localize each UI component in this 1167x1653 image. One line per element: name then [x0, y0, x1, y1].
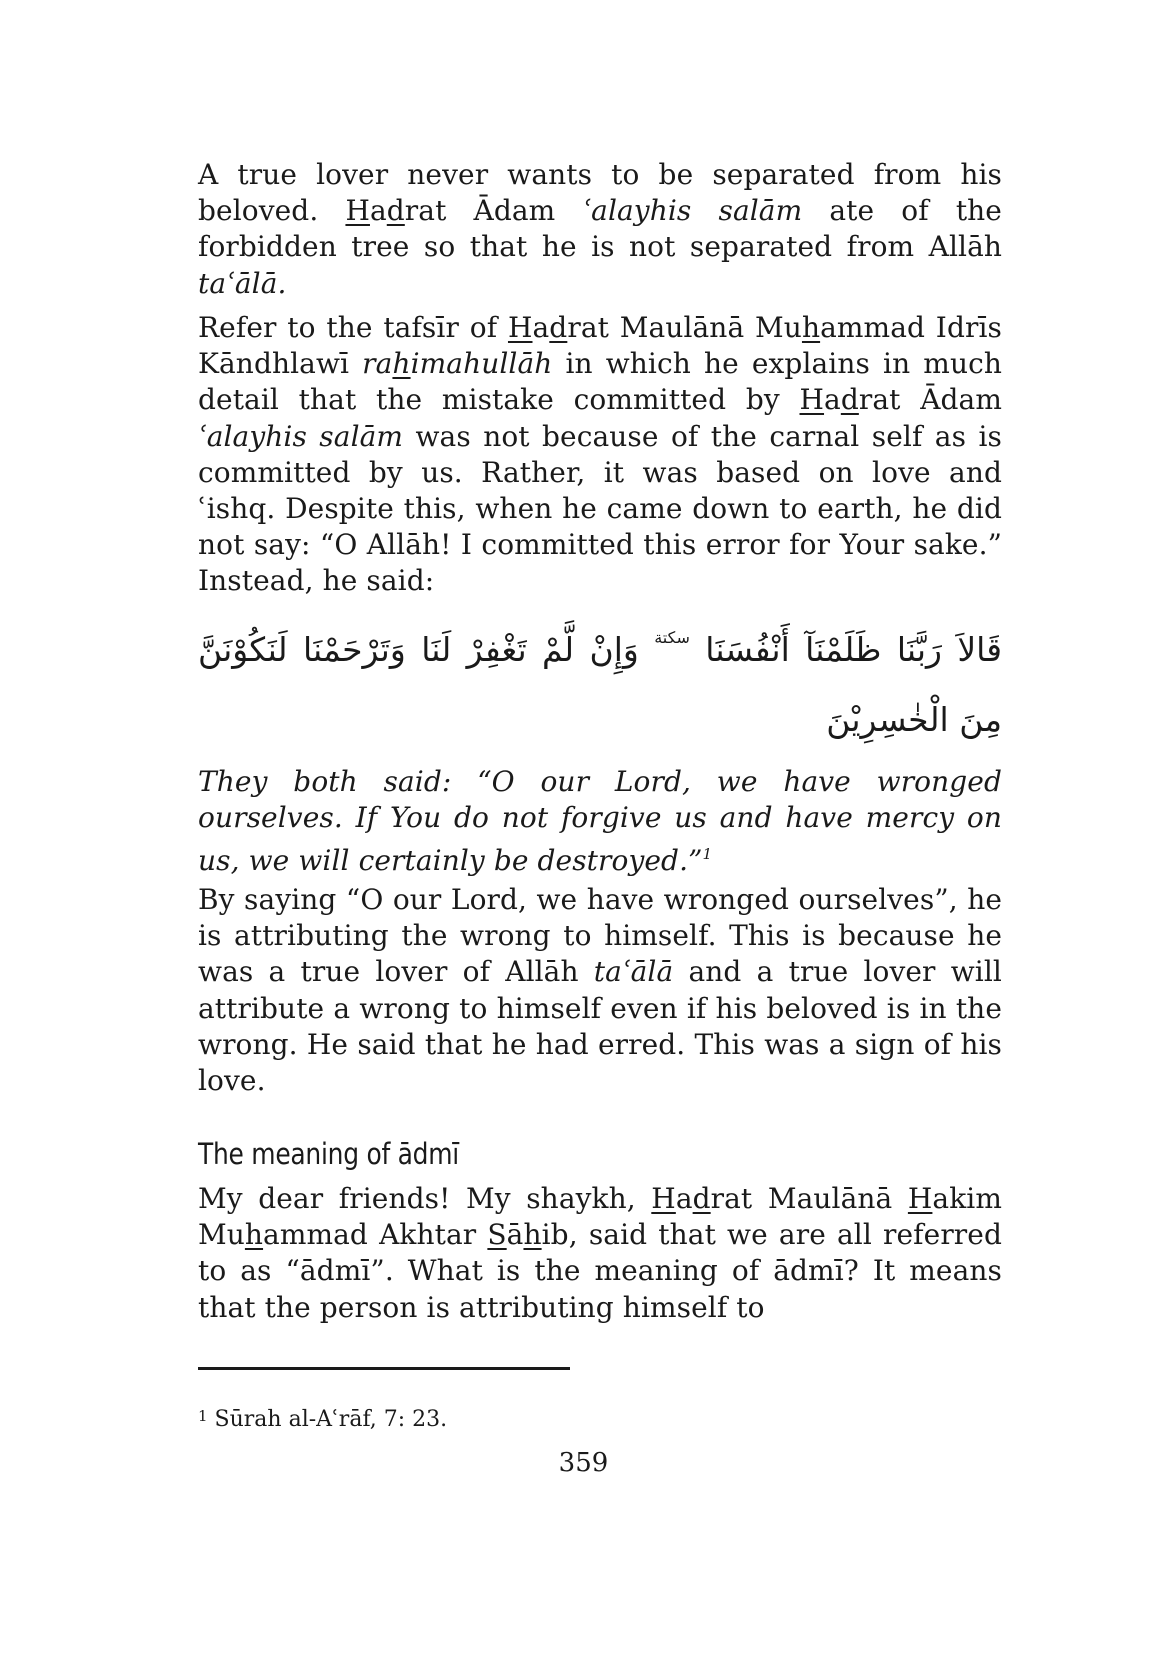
- paragraph-4: [198, 1181, 1002, 1326]
- text-run: h: [244, 1218, 264, 1252]
- text-run: a: [532, 311, 550, 344]
- text-run: H: [907, 1182, 933, 1215]
- text-run: H: [799, 383, 825, 417]
- text-run: Refer to the tafsīr of: [198, 311, 508, 344]
- italic-run: ʿalayhis salām: [582, 194, 803, 228]
- arabic-text: قَالاَ رَبَّنَا ظَلَمْنَآ أَنْفُسَنَا: [705, 630, 1003, 669]
- text-run: Maulānā Mu: [608, 311, 802, 344]
- italic-run: h: [392, 347, 411, 381]
- text-run: rat: [858, 383, 901, 417]
- paragraph-3: [198, 882, 1002, 1099]
- page-number: 359: [558, 1448, 609, 1478]
- text-run: a: [824, 383, 841, 417]
- text-run: d: [386, 194, 405, 228]
- text-run: Ādam: [446, 194, 583, 228]
- footnote-text: Sūrah al-Aʿrāf, 7: 23.: [207, 1407, 448, 1432]
- text-run: A true lover never wants to be separated from his beloved.: [198, 158, 1002, 228]
- text-run: ammad Idrīs Kāndhlawī: [198, 311, 1002, 381]
- text-run: a: [675, 1182, 693, 1215]
- pause-mark: سكتة: [654, 628, 690, 647]
- text-run: in which he explains in much detail that the mistake committed by: [198, 347, 1002, 417]
- translation-text: They both said: “O our Lord, we have wronged ourselves. If You do not forgive us and have mercy on us, we will certainly be destroyed.”: [198, 765, 1002, 878]
- footnote: [198, 1401, 1002, 1435]
- italic-run: taʿālā: [593, 955, 674, 989]
- text-run: a: [369, 194, 387, 228]
- italic-run: ra: [362, 347, 393, 381]
- paragraph-1: [198, 157, 1002, 302]
- text-run: Maulānā: [752, 1182, 908, 1215]
- text-run: H: [651, 1182, 676, 1215]
- text-run: H: [345, 194, 370, 228]
- text-run: ib: [541, 1218, 569, 1252]
- translation: [198, 764, 1002, 880]
- arabic-verse: [198, 603, 1002, 755]
- text-run: rat: [404, 194, 447, 228]
- italic-run: taʿālā.: [198, 266, 287, 300]
- footnote-ref: 1: [702, 845, 713, 864]
- text-run: d: [840, 383, 859, 417]
- text-run: My dear friends! My shaykh,: [198, 1182, 652, 1215]
- arabic-text: وَإِنْ لَّمْ تَغْفِرْ لَنَا وَتَرْحَمْنَا لَنَكُوْنَنَّ مِنَ الْخٰسِرِيْنَ: [198, 630, 1002, 739]
- footnote-number: 1: [198, 1407, 208, 1425]
- text-run: akim Mu: [198, 1182, 1002, 1252]
- text-run: rat: [710, 1182, 753, 1215]
- text-run: ā: [506, 1218, 524, 1252]
- text-run: ammad Akhtar: [263, 1218, 488, 1252]
- text-run: S: [487, 1218, 507, 1252]
- text-run: , said that we are all referred to as “ādmī”. What is the meaning of ādmī? It means that the person is attributing himself to: [198, 1218, 1002, 1324]
- text-run: was not because of the carnal self as is committed by us. Rather, it was based on love and ʿishq. Despite this, when he came down to earth, he did not say: “O Allāh! I committed this error for Your sake.” Instead, he said:: [198, 419, 1002, 598]
- text-run: Ādam: [900, 383, 1002, 417]
- text-run: h: [801, 311, 821, 344]
- text-run: By saying “O our Lord, we have wronged ourselves”, he is attributing the wrong to himself. This is because he was a true lover of Allāh: [198, 883, 1002, 989]
- text-run: ate of the forbidden tree so that he is not separated from Allāh: [198, 194, 1002, 264]
- italic-run: ʿalayhis salām: [198, 419, 404, 453]
- section-heading: The meaning of ādmī: [198, 1137, 459, 1171]
- text-run: H: [507, 311, 533, 344]
- text-run: rat: [567, 311, 609, 344]
- text-run: and a true lover will attribute a wrong to himself even if his beloved is in the wrong. He said that he had erred. This was a sign of his love.: [198, 955, 1002, 1098]
- paragraph-2: [198, 310, 1002, 600]
- text-run: d: [549, 311, 568, 344]
- italic-run: imahullāh: [410, 347, 553, 381]
- footnote-divider: [198, 1367, 570, 1370]
- text-run: h: [523, 1218, 542, 1252]
- text-run: d: [692, 1182, 711, 1215]
